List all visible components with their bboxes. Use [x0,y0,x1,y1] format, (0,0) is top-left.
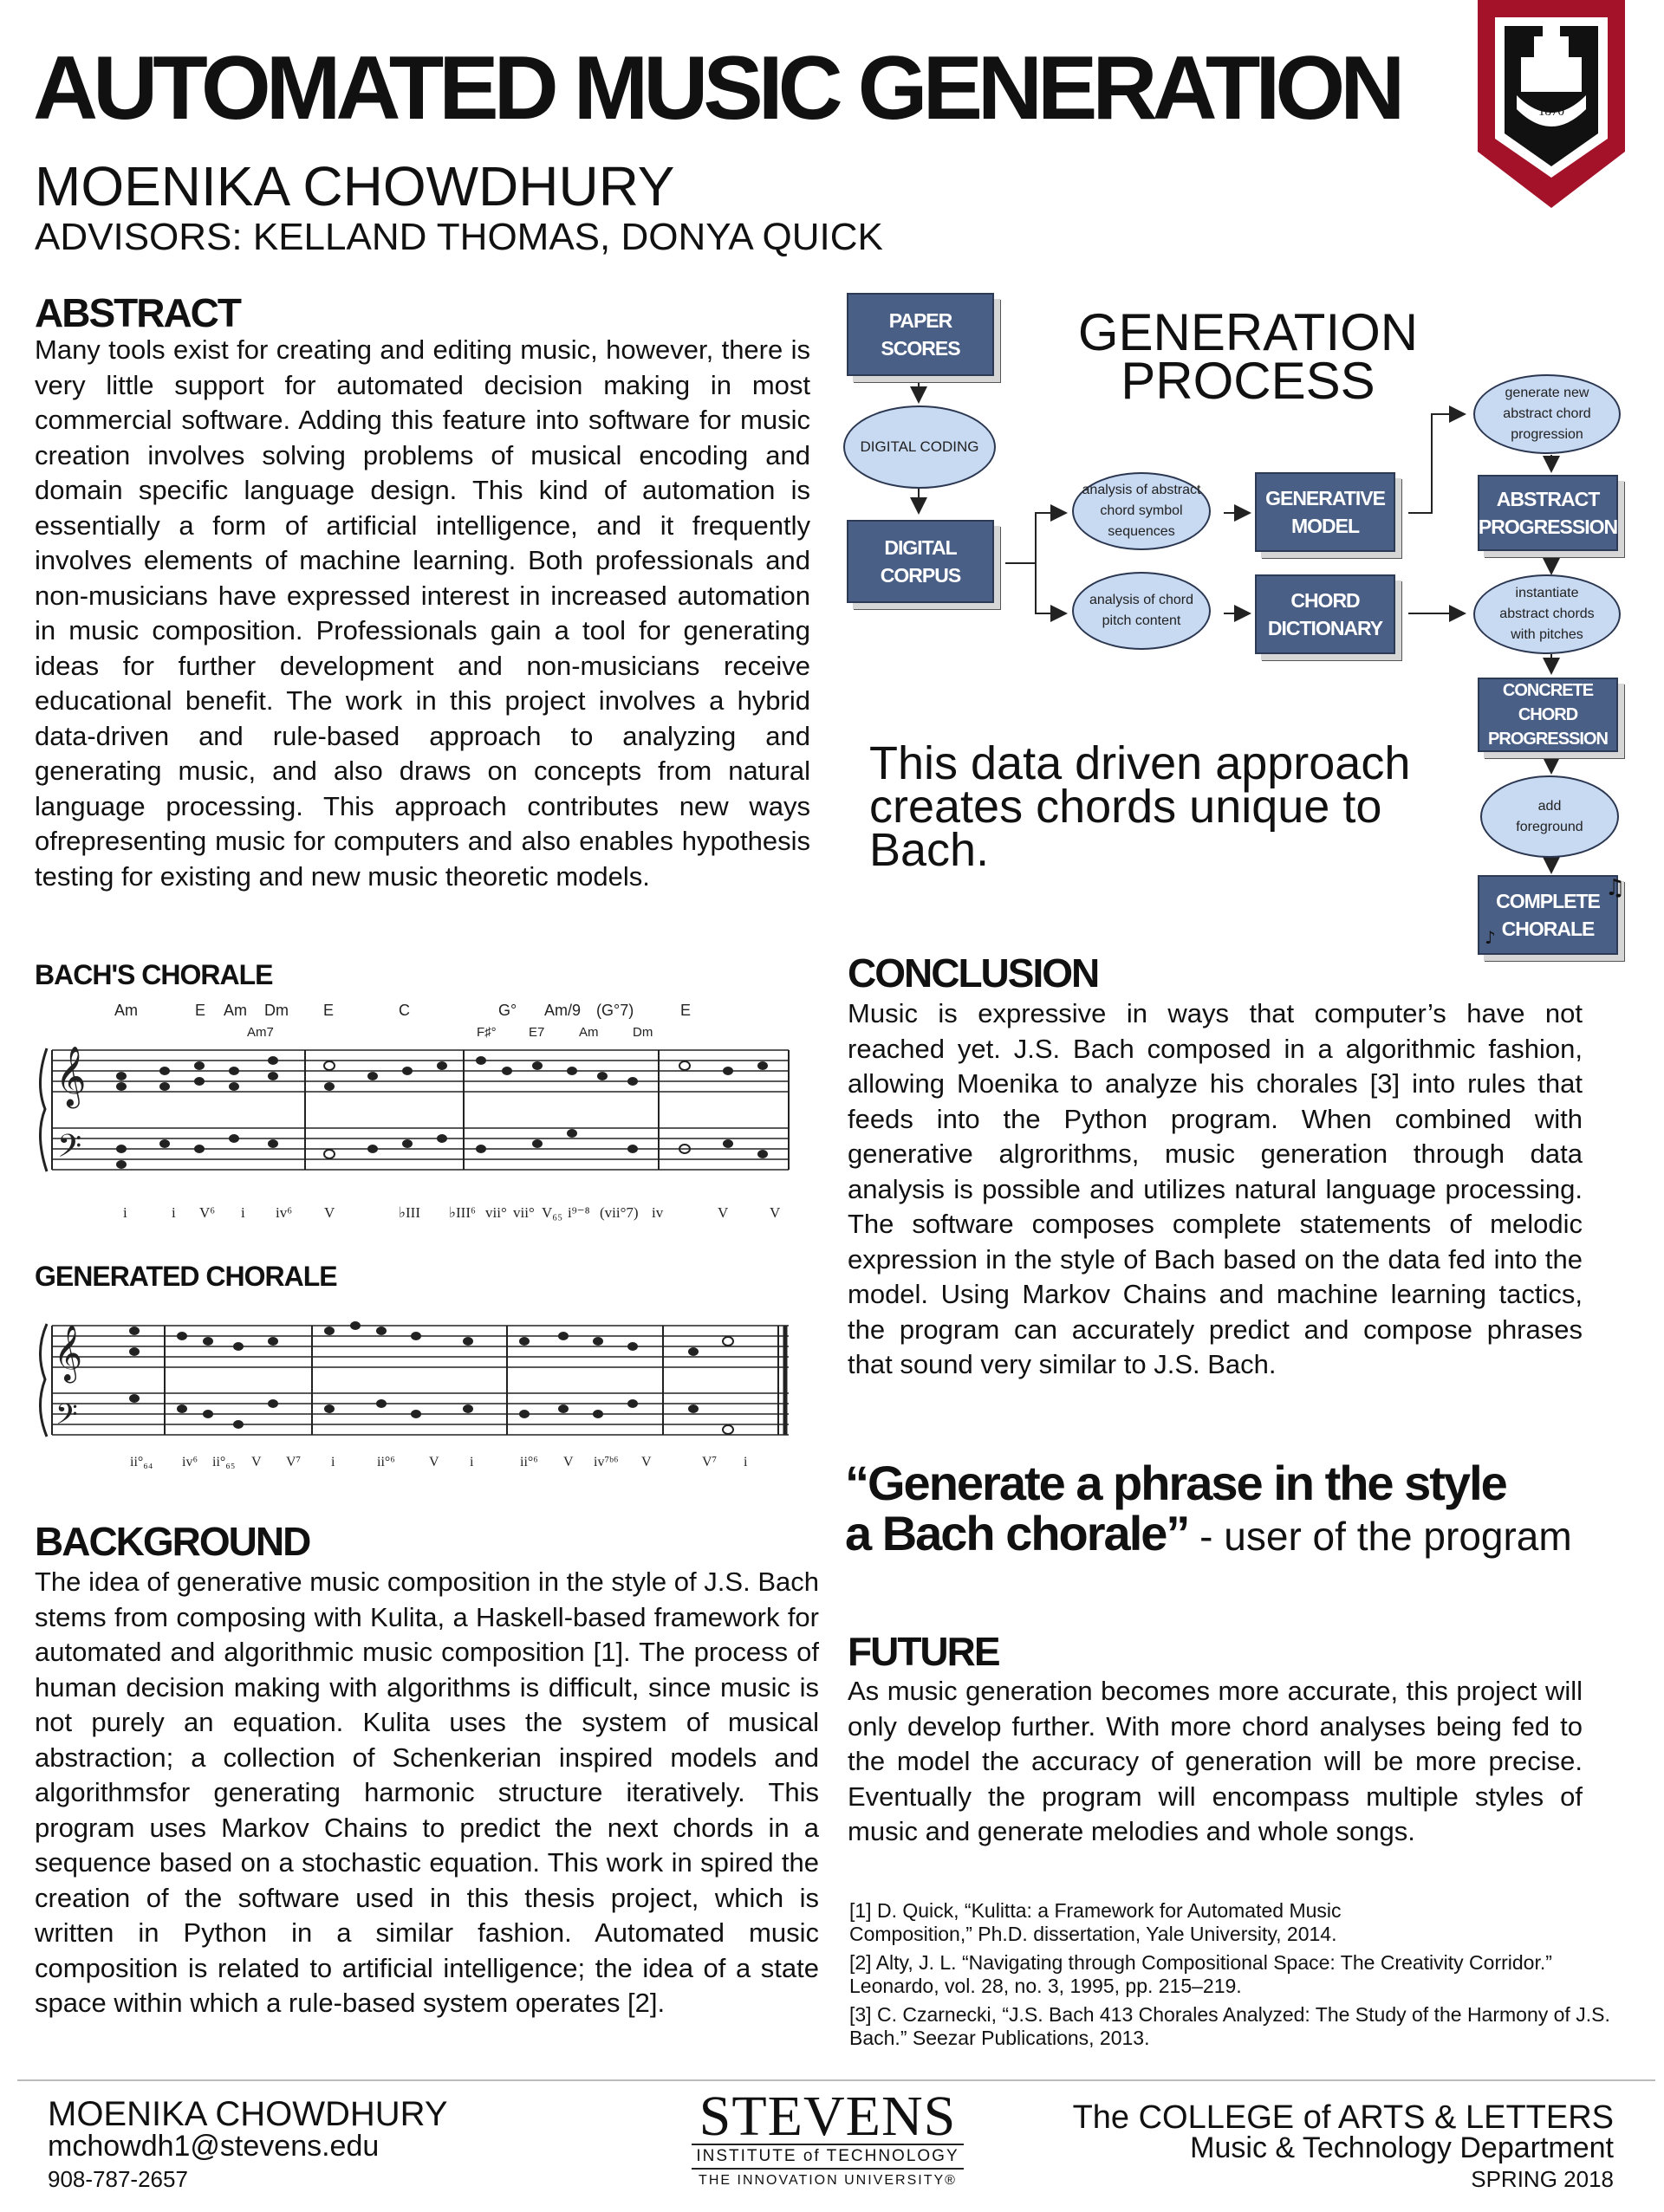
digital-corpus-box: DIGITAL CORPUS [847,520,994,603]
svg-text:vii°: vii° [513,1204,535,1221]
footer-college: The COLLEGE of ARTS & LETTERS [1072,2099,1614,2136]
digital-coding-ellipse: DIGITAL CODING [843,405,996,489]
svg-text:𝄞: 𝄞 [54,1325,83,1381]
svg-text:i: i [744,1455,748,1469]
abstract-progression-box: ABSTRACT PROGRESSION [1478,475,1618,551]
svg-text:i: i [470,1455,474,1469]
generation-process-title: GENERATION PROCESS [1077,303,1419,410]
svg-text:♭III: ♭III [399,1204,421,1221]
author-name: MOENIKA CHOWDHURY [35,155,675,217]
svg-text:V⁷: V⁷ [702,1455,718,1469]
svg-text:𝄢: 𝄢 [57,1128,82,1172]
svg-text:𝄞: 𝄞 [55,1046,87,1106]
svg-text:V: V [251,1455,262,1469]
svg-text:V₆₅: V₆₅ [542,1204,563,1221]
bach-chorale-heading: BACH'S CHORALE [35,959,273,990]
conclusion-heading: CONCLUSION [848,950,1099,996]
generated-chorale-score [35,1300,797,1473]
svg-text:V: V [641,1455,652,1469]
footer-name: MOENIKA CHOWDHURY [48,2095,448,2133]
svg-text:Dm: Dm [264,1002,289,1019]
svg-text:1870: 1870 [1538,105,1564,119]
svg-text:Am: Am [114,1002,138,1019]
svg-text:ii°₆₅: ii°₆₅ [212,1455,236,1469]
abstract-heading: ABSTRACT [35,290,240,335]
svg-text:V: V [718,1204,729,1221]
svg-text:𝄢: 𝄢 [55,1398,78,1438]
analysis-pitch-ellipse: analysis of chord pitch content [1072,572,1211,650]
concrete-progression-box: CONCRETE CHORD PROGRESSION [1478,678,1618,752]
generate-new-ellipse: generate new abstract chord progression [1473,374,1621,454]
svg-text:V: V [563,1455,574,1469]
svg-text:♭III⁶: ♭III⁶ [449,1204,476,1221]
svg-text:i: i [331,1455,335,1469]
svg-text:i: i [172,1204,176,1221]
svg-text:E: E [195,1002,206,1019]
svg-text:V: V [770,1204,781,1221]
svg-text:Am/9: Am/9 [544,1002,582,1019]
footer-term: SPRING 2018 [1471,2166,1614,2192]
svg-text:vii°: vii° [485,1204,507,1221]
paper-scores-box: PAPER SCORES [847,293,994,376]
svg-text:V⁷: V⁷ [286,1455,302,1469]
svg-text:C: C [399,1002,410,1019]
footer-email: mchowdh1@stevens.edu [48,2130,380,2163]
abstract-text: Many tools exist for creating and editing music, however, there is very little support for automated decision making in most commercial software. Adding this feature into software for music creation involves solving problems of musical encoding and domain specific language design. This kind of automation is essentially a form of artificial intelligence, and it frequently involves elements of machine learning. Both professionals and non-musicians have expressed interest in increased automation in music composition. Professionals gain a tool for generating ideas for further development and non-musicians receive educational benefit. The work in this project involves a hybrid data-driven and rule-based approach to analyzing and generating music, and also draws on concepts from natural language processing. This approach contributes new ways ofrepresenting music for computers and also enables hypothesis testing for existing and new music theoretic models. [35,334,810,892]
generated-chorale-heading: GENERATED CHORALE [35,1261,337,1292]
svg-text:i⁹⁻⁸: i⁹⁻⁸ [568,1204,590,1221]
reference-item: [2] Alty, J. L. “Navigating through Compositional Space: The Creativity Corridor.” Leonardo, vol. 28, no. 3, 1995, pp. 215–219. [849,1951,1552,1997]
footer-divider [17,2079,1655,2081]
music-note-icon: ♫ [1605,875,1626,901]
footer-department: Music & Technology Department [1190,2131,1614,2164]
svg-text:iv⁷ᵇ⁶: iv⁷ᵇ⁶ [594,1455,619,1469]
svg-text:V⁶: V⁶ [199,1204,216,1221]
conclusion-text: Music is expressive in ways that computer’s have not reached yet. J.S. Bach composed in a algorithmic fashion, allowing Moenika to analyze his chorales [3] into rules that feeds into the Python program. When combined with generative algrorithms, music generation through data analysis is possible and utilizes natural language processing. The software composes complete statements of melodic expression in the style of Bach based on the data fed into the model. Using Markov Chains and machine learning tactics, the program can accurately predict and compose phrases that sound very similar to J.S. Bach. [848,998,1583,1379]
svg-text:G°: G° [498,1002,517,1019]
svg-text:E: E [680,1002,692,1019]
svg-text:V: V [429,1455,439,1469]
svg-text:ii°⁶: ii°⁶ [520,1455,538,1469]
process-tagline: This data driven approach creates chords unique to Bach. [869,737,1411,876]
svg-text:iv: iv [652,1204,664,1221]
reference-item: [1] D. Quick, “Kulitta: a Framework for Automated Music Composition,” Ph.D. dissertation, Yale University, 2014. [849,1899,1342,1945]
background-text: The idea of generative music composition in the style of J.S. Bach stems from composing with Kulita, a Haskell-based framework for automated and algorithmic music composition [1]. The process of human decision making with algorithms is difficult, since music is not purely an equation. Kulita uses the system of musical abstraction; a collection of Schenkerian inspired models and algorithmsfor generating harmonic structure iteratively. This program uses Markov Chains to predict the next chords in a sequence based on a stochastic equation. This work in spired the creation of the software used in this thesis project, which is written in Python in a similar fashion. Automated music composition is related to artificial intelligence; the idea of a state space within which a rule-based system operates [2]. [35,1567,819,2018]
chord-dictionary-box: CHORD DICTIONARY [1255,574,1395,654]
stevens-logo: STEVENS INSTITUTE of TECHNOLOGY THE INNOVATION UNIVERSITY® [685,2090,971,2189]
svg-text:Am: Am [579,1025,599,1040]
music-note-small-icon: ♪ [1485,927,1496,948]
svg-text:i: i [241,1204,245,1221]
svg-text:F♯°: F♯° [477,1025,497,1040]
svg-text:(G°7): (G°7) [596,1002,634,1019]
add-foreground-ellipse: add foreground [1480,775,1619,858]
background-heading: BACKGROUND [35,1519,310,1564]
svg-text:iv⁶: iv⁶ [182,1455,198,1469]
svg-text:V: V [324,1204,335,1221]
user-quote: “Generate a phrase in the style a Bach chorale” - user of the program [845,1456,1572,1560]
bach-chorale-score [35,996,797,1230]
footer-phone: 908-787-2657 [48,2166,188,2192]
svg-text:Am7: Am7 [247,1025,274,1040]
generative-model-box: GENERATIVE MODEL [1255,472,1395,552]
future-text: As music generation becomes more accurate, this project will only develop further. With more chord analyses being fed to the model the accuracy of generation will be more precise. Eventually the program will encompass multiple styles of music and generate melodies and whole songs. [848,1676,1583,1846]
instantiate-ellipse: instantiate abstract chords with pitches [1473,574,1621,654]
analysis-symbols-ellipse: analysis of abstract chord symbol sequences [1072,472,1211,550]
complete-chorale-box: COMPLETE CHORALE [1478,875,1618,955]
advisors: ADVISORS: KELLAND THOMAS, DONYA QUICK [35,216,883,258]
svg-text:E: E [323,1002,335,1019]
svg-text:ii°₆₄: ii°₆₄ [130,1455,153,1469]
reference-item: [3] C. Czarnecki, “J.S. Bach 413 Chorales Analyzed: The Study of the Harmony of J.S. Bach.” Seezar Publications, 2013. [849,2003,1610,2049]
svg-text:i: i [123,1204,127,1221]
references-list [849,1899,1638,2050]
svg-text:E7: E7 [529,1025,545,1040]
future-heading: FUTURE [848,1629,999,1674]
svg-text:Am: Am [224,1002,247,1019]
poster-title: AUTOMATED MUSIC GENERATION [33,38,1401,139]
svg-text:ii°⁶: ii°⁶ [377,1455,395,1469]
svg-text:Dm: Dm [633,1025,653,1040]
svg-text:(vii°7): (vii°7) [600,1204,639,1221]
svg-text:iv⁶: iv⁶ [276,1204,293,1221]
